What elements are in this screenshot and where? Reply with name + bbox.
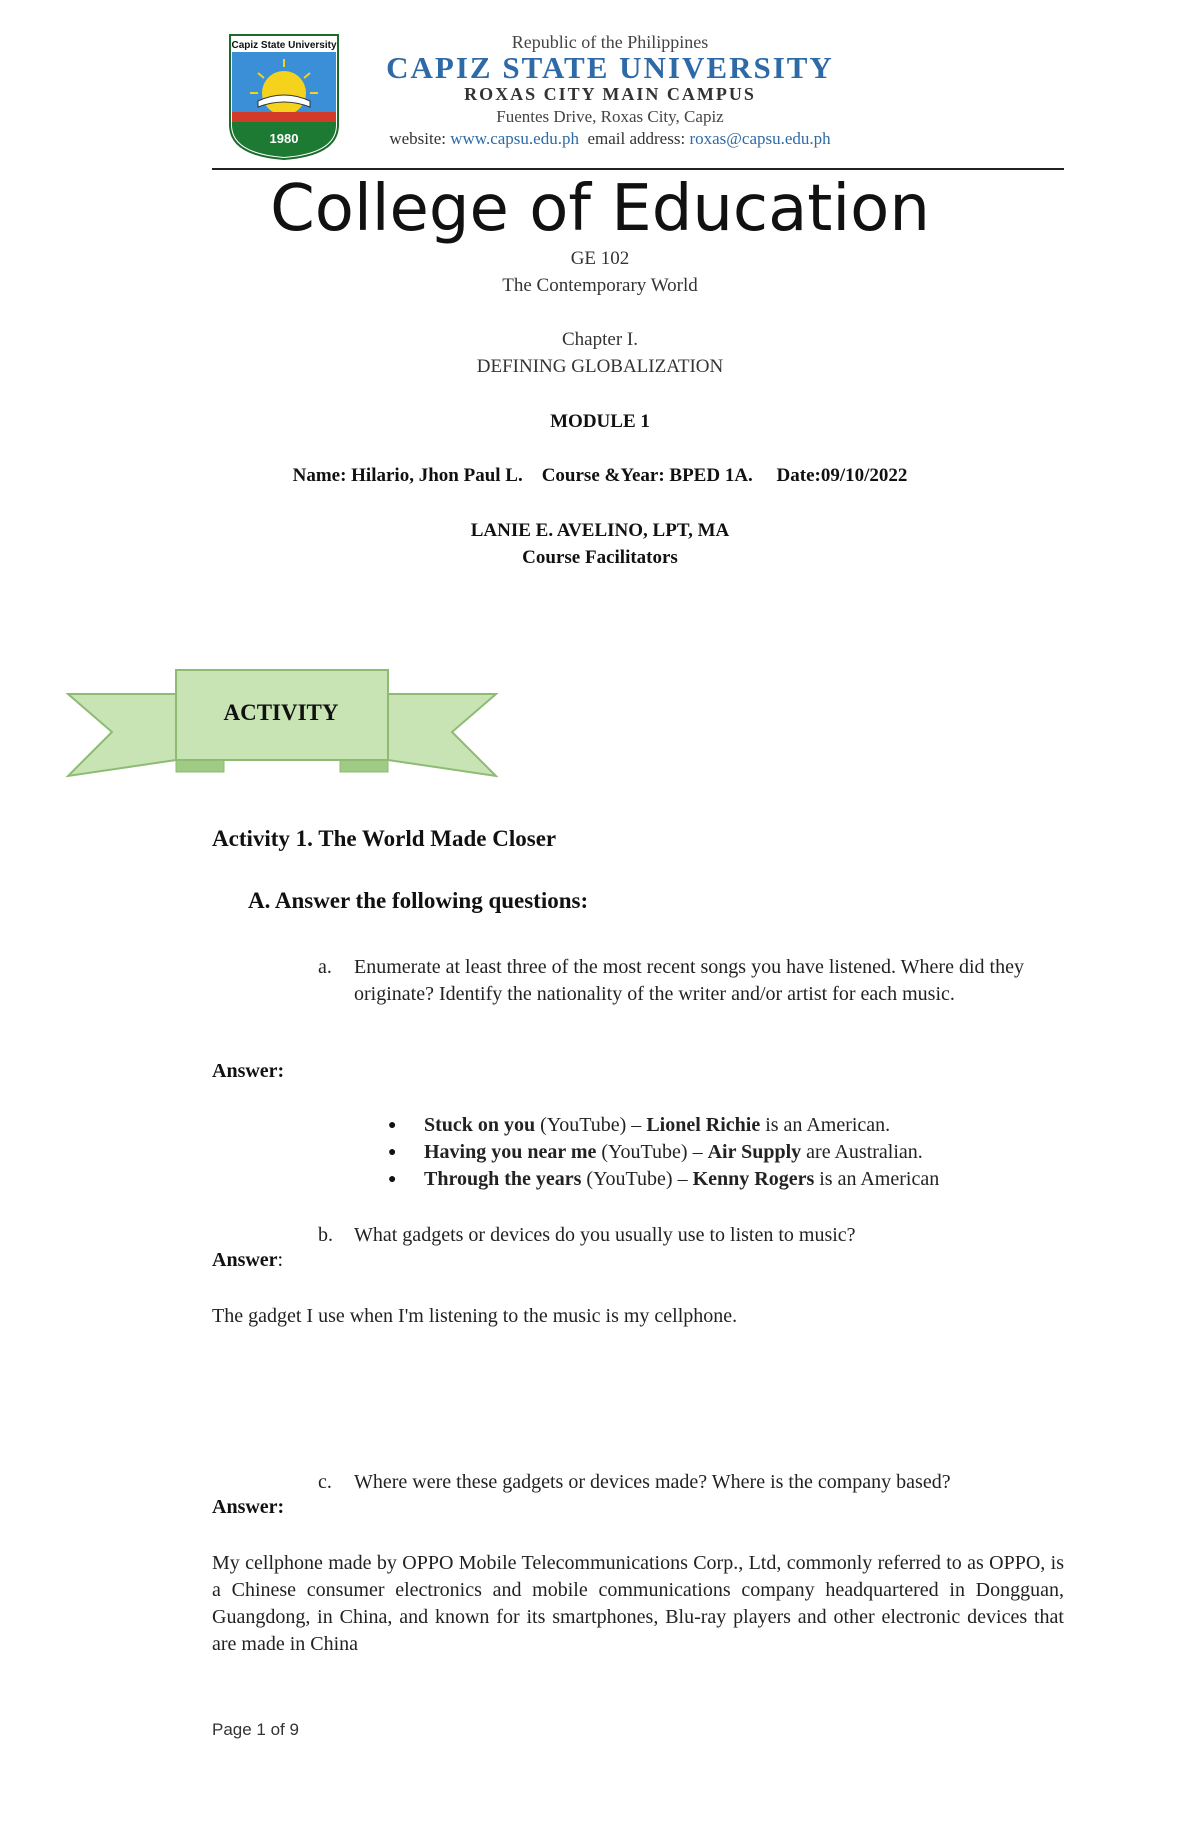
republic-line: Republic of the Philippines — [511, 32, 709, 52]
section-heading: A. Answer the following questions: — [248, 888, 589, 913]
website-label: website: — [389, 129, 446, 148]
contact-line — [0, 129, 1200, 149]
activity-title: Activity 1. The World Made Closer — [212, 826, 557, 851]
list-item: ● Having you near me (YouTube) – Air Supply are Australian. — [388, 1139, 939, 1166]
logo-year: 1980 — [269, 131, 299, 146]
header-divider — [212, 168, 1064, 170]
page-number: Page 1 of 9 — [212, 1720, 299, 1739]
question-marker: c. — [318, 1471, 332, 1493]
answer-label-a: Answer: — [212, 1060, 285, 1082]
answer-label-c: Answer: — [212, 1496, 285, 1518]
list-item: ● Stuck on you (YouTube) – Lionel Richie is an American. — [388, 1112, 939, 1139]
student-info: Name: Hilario, Jhon Paul L. Course &Year: BPED 1A. Date:09/10/2022 — [292, 465, 908, 486]
list-item: ● Through the years (YouTube) – Kenny Rogers is an American — [388, 1166, 939, 1193]
question-text: What gadgets or devices do you usually use to listen to music? — [354, 1224, 856, 1246]
facilitator-role: Course Facilitators — [522, 547, 678, 568]
answer-label-b: Answer: — [212, 1249, 284, 1271]
campus-name: ROXAS CITY MAIN CAMPUS — [464, 84, 756, 104]
course-name: The Contemporary World — [502, 275, 698, 296]
question-c — [318, 1469, 1066, 1496]
activity-ribbon — [66, 668, 498, 786]
module-label: MODULE 1 — [550, 411, 650, 432]
question-b — [318, 1222, 1066, 1249]
logo-text: Capiz State University — [231, 40, 337, 51]
chapter-title: DEFINING GLOBALIZATION — [476, 356, 724, 377]
website-link[interactable]: www.capsu.edu.ph — [450, 129, 579, 148]
question-marker: b. — [318, 1224, 333, 1246]
question-marker: a. — [318, 956, 332, 978]
course-code: GE 102 — [570, 248, 630, 269]
campus-address: Fuentes Drive, Roxas City, Capiz — [496, 107, 724, 126]
activity-ribbon-label: ACTIVITY — [223, 700, 339, 725]
answer-b-text: The gadget I use when I'm listening to the music is my cellphone. — [212, 1305, 738, 1327]
song-list — [388, 1112, 939, 1193]
question-text: Enumerate at least three of the most recent songs you have listened. Where did they originate? Identify the nationality of the writer and/or artist for each music. — [354, 956, 1024, 1005]
facilitator-name: LANIE E. AVELINO, LPT, MA — [470, 520, 730, 541]
question-text: Where were these gadgets or devices made? Where is the company based? — [354, 1471, 951, 1493]
question-a — [318, 954, 1066, 1008]
page-title: College of Education — [270, 172, 930, 246]
email-link[interactable]: roxas@capsu.edu.ph — [689, 129, 831, 148]
chapter-label: Chapter I. — [562, 329, 638, 350]
university-name: CAPIZ STATE UNIVERSITY — [386, 50, 834, 85]
answer-c-text: My cellphone made by OPPO Mobile Telecommunications Corp., Ltd, commonly referred to as OPPO, is a Chinese consumer electronics and mobile communications company headquartered in Dongguan, Guangdong, in China, and known for its smartphones, Blu-ray players and other electronic devices that are made in China — [212, 1552, 1064, 1655]
email-label: email address: — [587, 129, 686, 148]
